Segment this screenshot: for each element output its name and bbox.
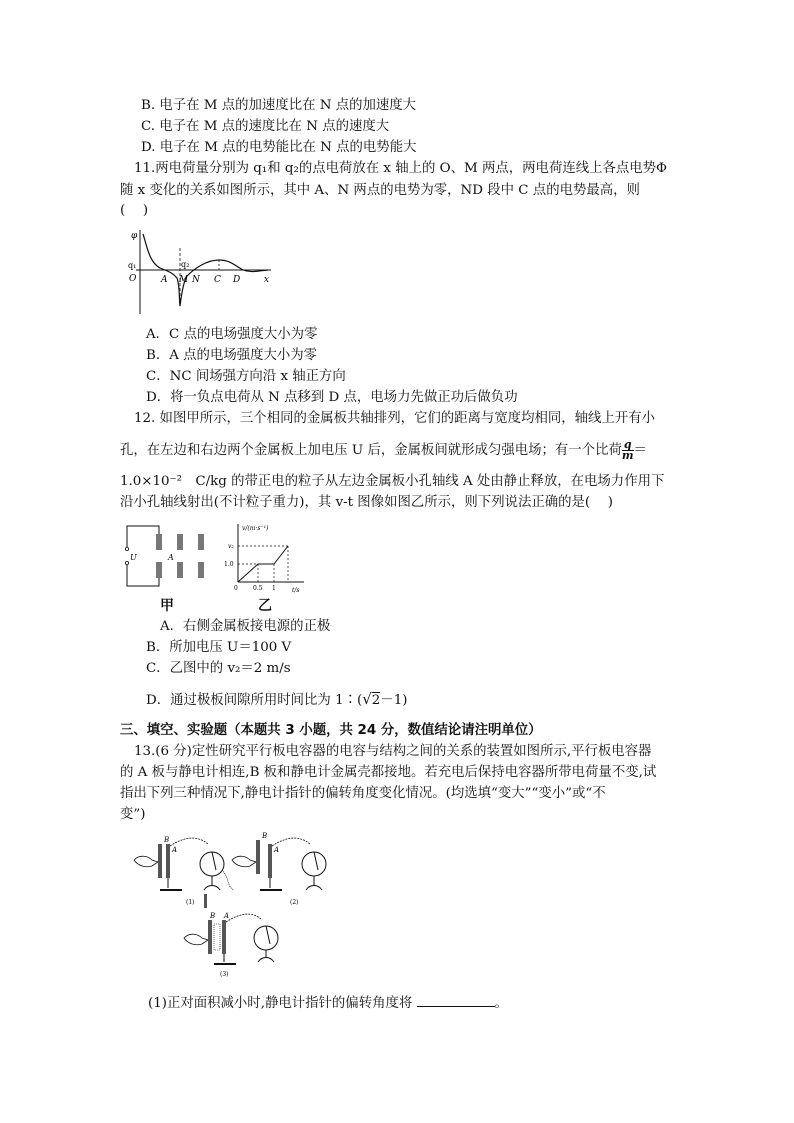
q11-option-b: B．A 点的电场强度大小为零 [146, 348, 318, 363]
b-label-1: B [164, 836, 170, 844]
setup-2 [232, 832, 326, 906]
hand-3 [184, 934, 208, 945]
figure-yi-caption: 乙 [258, 598, 272, 614]
q13-line4: 变”) [120, 807, 146, 822]
one-label: 1.0 [224, 561, 234, 568]
q13-sub1: (1)正对面积减小时,静电计指针的偏转角度将 。 [148, 996, 508, 1011]
plate-b-2 [256, 840, 260, 874]
q1-label: q₁ [128, 261, 137, 270]
q12-option-b: B．所加电压 U＝100 V [146, 640, 292, 655]
point-a-label: A [168, 553, 174, 562]
a-label-2: A [274, 846, 280, 854]
q12-stem-line4: 沿小孔轴线射出(不计粒子重力)，其 v-t 图像如图乙所示，则下列说法正确的是( ) [120, 495, 614, 510]
q13-electroscope-figure [130, 830, 340, 980]
b-label-2: B [262, 832, 268, 840]
half-label: 0.5 [253, 585, 263, 592]
q11-option-a: A．C 点的电场强度大小为零 [146, 327, 318, 342]
v2-label: v₂ [228, 543, 234, 550]
origin-label: O [129, 274, 137, 284]
q11-answer-blank: ( ) [120, 203, 149, 218]
m-label: M [179, 275, 189, 285]
plate-b-3 [208, 920, 212, 954]
a-label-3: A [224, 912, 230, 920]
plate-a-3 [222, 920, 226, 954]
plate-right-bottom [198, 562, 204, 578]
q13-line2: 的 A 板与静电计相连,B 板和静电计金属壳都接地。若充电后保持电容器所带电荷量不变,试 [120, 765, 657, 780]
q12-stem-line2: 孔，在左边和右边两个金属板上加电压 U 后，金属板间就形成匀强电场；有一个比荷 $\frac{q}{m}$ ＝ [120, 438, 647, 462]
dielectric-3 [214, 924, 220, 950]
electroscope-3 [254, 926, 278, 950]
one-t-label: 1 [272, 585, 276, 592]
section3-heading: 三、填空、实验题（本题共 3 小题，共 24 分，数值结论请注明单位） [120, 723, 542, 738]
q11-stem-line1: 11.两电荷量分别为 q₁和 q₂的点电荷放在 x 轴上的 O、M 两点，两电荷连线上各点电势Φ [134, 161, 668, 176]
a-label-1: A [172, 846, 178, 854]
figure-jia-caption: 甲 [160, 598, 174, 614]
q11-option-d: D．将一负点电荷从 N 点移到 D 点，电场力先做正功后做负功 [146, 390, 518, 405]
setup-1 [134, 836, 234, 906]
q12-option-d: D．通过极板间隙所用时间比为 1∶(√2－1) [146, 690, 408, 708]
q2-label: q₂ [181, 260, 190, 269]
q10-option-d: D. 电子在 M 点的电势能比在 N 点的电势能大 [141, 140, 417, 155]
plate-b-1 [158, 844, 162, 878]
hand-1 [134, 856, 158, 867]
plate-left-top [156, 534, 162, 550]
x-label: x [264, 275, 270, 285]
plate-left-bottom [156, 562, 162, 578]
q13-line1: 13.(6 分)定性研究平行板电容器的电容与结构之间的关系的装置如图所示,平行板电容器 [134, 744, 652, 759]
answer-blank-1[interactable] [417, 994, 495, 1007]
b-label-3: B [210, 912, 216, 920]
phi-label: φ [131, 231, 138, 241]
q12-stem-line1: 12. 如图甲所示，三个相同的金属板共轴排列，它们的距离与宽度均相同，轴线上开有小 [134, 411, 656, 426]
plate-middle-bottom [177, 562, 183, 578]
q10-option-b: B. 电子在 M 点的加速度比在 N 点的加速度大 [141, 98, 417, 113]
plate-a-1 [166, 844, 170, 878]
plate-middle-top [177, 534, 183, 550]
q12-stem-line3: 1.0×10⁻² C/kg 的带正电的粒子从左边金属板小孔轴线 A 处由静止释放，在电场力作用下 [120, 474, 665, 489]
vt-line [238, 546, 288, 582]
a-label: A [161, 275, 168, 285]
q10-option-c: C. 电子在 M 点的速度比在 N 点的速度大 [141, 119, 390, 134]
q12-option-a: A．右侧金属板接电源的正极 [160, 619, 331, 634]
voltage-label: U [130, 553, 137, 562]
v-axis-label: v/(m·s⁻¹) [242, 525, 269, 532]
q13-line3: 指出下列三种情况下,静电计指针的偏转角度变化情况。(均选填“变大”“变小”或“不 [120, 786, 606, 801]
q12-vt-graph [220, 520, 308, 598]
terminal-top [125, 547, 128, 550]
q11-potential-graph [125, 226, 275, 316]
electroscope-2 [302, 852, 326, 876]
charge-mass-ratio: $\frac{q}{m}$ [621, 438, 634, 462]
q12-option-c: C．乙图中的 v₂＝2 m/s [146, 661, 291, 676]
fig-label-2: (2) [290, 899, 299, 906]
zero-label: 0 [234, 585, 238, 592]
n-label: N [192, 275, 200, 285]
d-label: D [233, 275, 241, 285]
terminal-bottom [125, 561, 128, 564]
hand-2 [232, 856, 256, 867]
plate-a-2 [268, 844, 272, 878]
q11-stem-line2: 随 x 变化的关系如图所示，其中 A、N 两点的电势为零，ND 段中 C 点的电势最高，则 [120, 183, 640, 198]
c-label: C [214, 275, 221, 285]
plate-right-top [198, 534, 204, 550]
fig-label-3: (3) [220, 971, 229, 978]
setup-3 [184, 894, 278, 978]
t-axis-label: t/s [292, 587, 300, 594]
q12-plates-figure [123, 520, 208, 592]
fig-label-1: (1) [186, 899, 195, 906]
q11-option-c: C．NC 间场强方向沿 x 轴正方向 [146, 369, 346, 384]
inserted-slab [204, 894, 207, 908]
electroscope-1 [200, 852, 224, 876]
